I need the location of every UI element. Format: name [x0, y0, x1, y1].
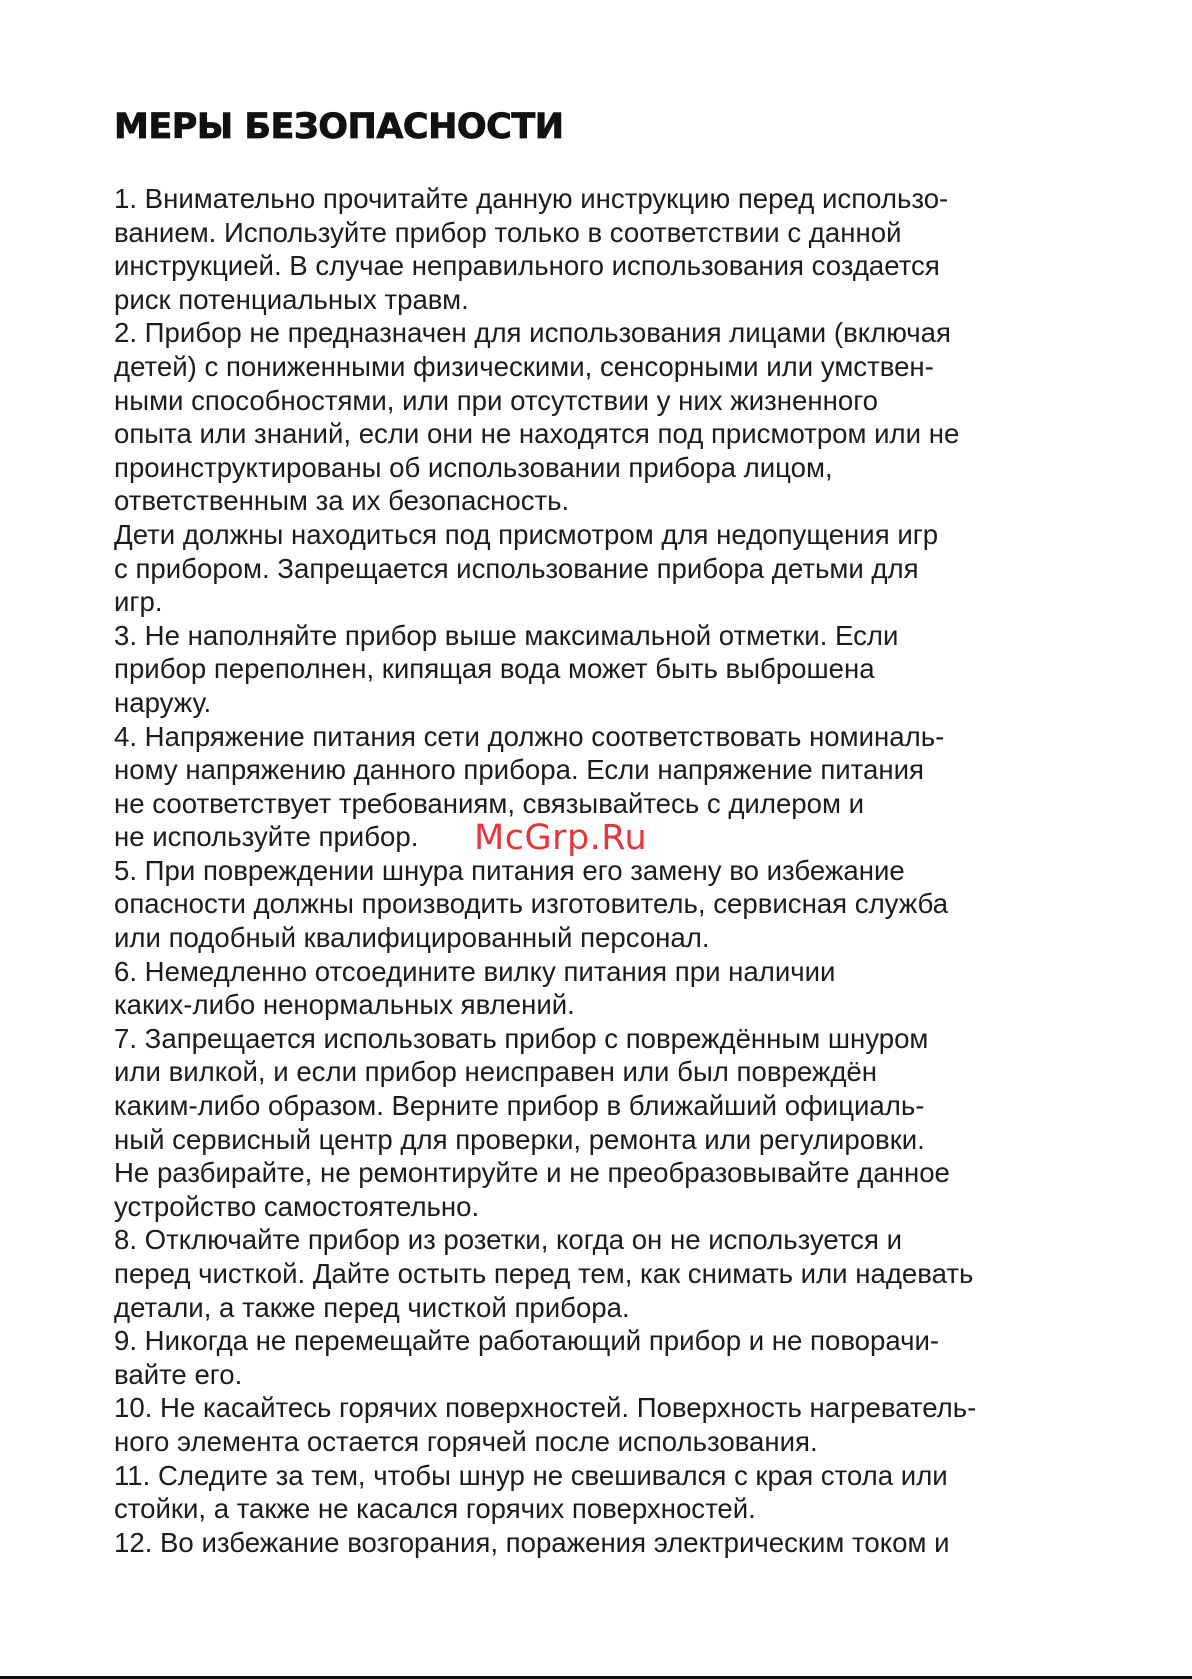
- text-line: прибор переполнен, кипящая вода может быть выброшена: [114, 653, 875, 685]
- text-line: ный сервисный центр для проверки, ремонта или регулировки.: [114, 1123, 925, 1155]
- safety-instructions-body: [114, 182, 1114, 1559]
- text-line: Дети должны находиться под присмотром для недопущения игр: [114, 518, 939, 550]
- text-line: перед чисткой. Дайте остыть перед тем, как снимать или надевать: [114, 1258, 974, 1289]
- text-line: Не разбирайте, не ремонтируйте и не преобразовывайте данное: [114, 1157, 950, 1189]
- text-line: 4. Напряжение питания сети должно соответствовать номиналь-: [114, 720, 945, 752]
- text-line: стойки, а также не касался горячих поверхностей.: [114, 1493, 756, 1525]
- text-line: инструкцией. В случае неправильного использования создается: [114, 250, 940, 282]
- text-line: с прибором. Запрещается использование прибора детьми для: [114, 552, 919, 584]
- text-line: 3. Не наполняйте прибор выше максимальной отметки. Если: [114, 619, 899, 651]
- text-line: детали, а также перед чисткой прибора.: [114, 1291, 630, 1323]
- text-line: или вилкой, и если прибор неисправен или был повреждён: [114, 1056, 878, 1088]
- text-line: каким-либо образом. Верните прибор в ближайший официаль-: [114, 1090, 925, 1122]
- text-line: детей) с пониженными физическими, сенсорными или умствен-: [114, 350, 934, 382]
- text-line: 5. При повреждении шнура питания его замену во избежание: [114, 854, 905, 886]
- text-line: каких-либо ненормальных явлений.: [114, 989, 575, 1021]
- text-line: проинструктированы об использовании прибора лицом,: [114, 451, 833, 483]
- text-line: или подобный квалифицированный персонал.: [114, 922, 710, 954]
- text-line: опасности должны производить изготовитель, сервисная служба: [114, 888, 949, 920]
- text-line: 11. Следите за тем, чтобы шнур не свешивался с края стола или: [114, 1459, 948, 1491]
- text-line: ными способностями, или при отсутствии у них жизненного: [114, 384, 879, 416]
- text-line: не используйте прибор.: [114, 821, 419, 853]
- text-line: 10. Не касайтесь горячих поверхностей. Поверхность нагреватель-: [114, 1392, 977, 1424]
- watermark: McGrp.Ru: [474, 818, 648, 858]
- text-line: 9. Никогда не перемещайте работающий прибор и не поворачи-: [114, 1325, 940, 1357]
- text-line: риск потенциальных травм.: [114, 283, 469, 315]
- text-line: ному напряжению данного прибора. Если напряжение питания: [114, 754, 924, 786]
- text-line: вайте его.: [114, 1358, 243, 1390]
- text-line: 12. Во избежание возгорания, поражения электрическим током и: [114, 1526, 950, 1558]
- text-line: игр.: [114, 586, 163, 618]
- text-line: 7. Запрещается использовать прибор с повреждённым шнуром: [114, 1022, 929, 1054]
- page-title: МЕРЫ БЕЗОПАСНОСТИ: [114, 107, 564, 147]
- text-line: не соответствует требованиям, связывайтесь с дилером и: [114, 787, 865, 819]
- text-line: наружу.: [114, 686, 212, 718]
- text-line: устройство самостоятельно.: [114, 1190, 480, 1222]
- text-line: 6. Немедленно отсоедините вилку питания при наличии: [114, 955, 836, 987]
- text-line: 2. Прибор не предназначен для использования лицами (включая: [114, 317, 951, 349]
- text-line: 1. Внимательно прочитайте данную инструкцию перед использо-: [114, 183, 949, 214]
- text-line: опыта или знаний, если они не находятся под присмотром или не: [114, 418, 960, 450]
- text-line: ного элемента остается горячей после использования.: [114, 1425, 818, 1457]
- text-line: ванием. Используйте прибор только в соответствии с данной: [114, 216, 902, 248]
- text-line: 8. Отключайте прибор из розетки, когда он не используется и: [114, 1224, 902, 1256]
- text-line: ответственным за их безопасность.: [114, 485, 570, 517]
